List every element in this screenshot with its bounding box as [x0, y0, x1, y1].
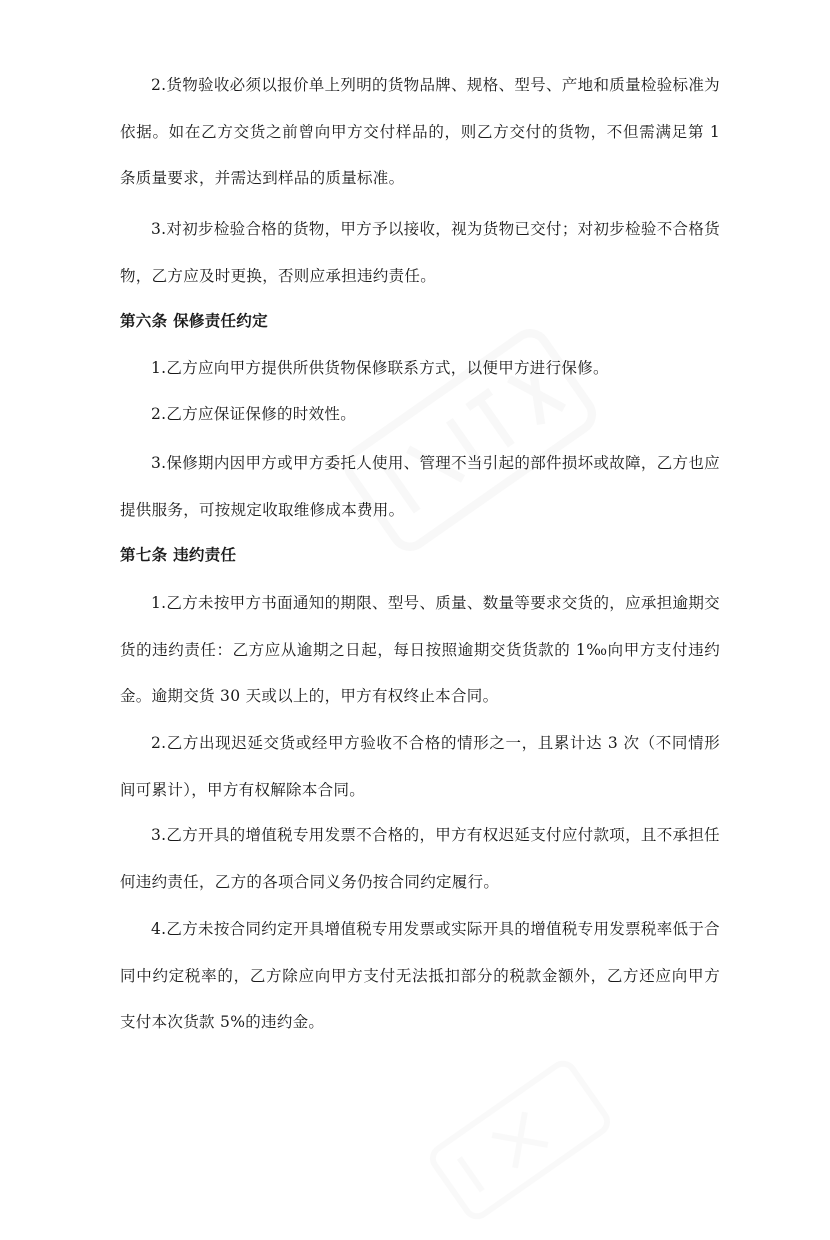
section6-clause1: 1.乙方应向甲方提供所供货物保修联系方式，以便甲方进行保修。 [151, 359, 609, 377]
section6-clause3: 3.保修期内因甲方或甲方委托人使用、管理不当引起的部件损坏或故障，乙方也应提供服务，可按规定收取维修成本费用。 [120, 454, 720, 519]
section6-clause2: 2.乙方应保证保修的时效性。 [151, 405, 356, 423]
section7-clause1: 1.乙方未按甲方书面通知的期限、型号、质量、数量等要求交货的，应承担逾期交货的违约责任：乙方应从逾期之日起，每日按照逾期交货货款的 1‰向甲方支付违约金。逾期交货 30 天或以上的，甲方有权终止本合同。 [120, 594, 720, 705]
section7-heading: 第七条 违约责任 [120, 545, 237, 564]
watermark-logo-bottom-icon [420, 1040, 620, 1240]
section7-clause3: 3.乙方开具的增值税专用发票不合格的，甲方有权迟延支付应付款项，且不承担任何违约责任，乙方的各项合同义务仍按合同约定履行。 [120, 826, 720, 891]
section6-heading: 第六条 保修责任约定 [120, 311, 268, 330]
section7-clause4: 4.乙方未按合同约定开具增值税专用发票或实际开具的增值税专用发票税率低于合同中约定税率的，乙方除应向甲方支付无法抵扣部分的税款金额外，乙方还应向甲方支付本次货款 5%的违约金。 [120, 920, 720, 1031]
section5-clause3: 3.对初步检验合格的货物，甲方予以接收，视为货物已交付；对初步检验不合格货物，乙方应及时更换，否则应承担违约责任。 [120, 220, 720, 285]
section5-clause2: 2.货物验收必须以报价单上列明的货物品牌、规格、型号、产地和质量检验标准为依据。如在乙方交货之前曾向甲方交付样品的，则乙方交付的货物，不但需满足第 1 条质量要求，并需达到样品的质量标准。 [120, 76, 720, 187]
section7-clause2: 2.乙方出现迟延交货或经甲方验收不合格的情形之一，且累计达 3 次（不同情形间可累计），甲方有权解除本合同。 [120, 734, 720, 799]
